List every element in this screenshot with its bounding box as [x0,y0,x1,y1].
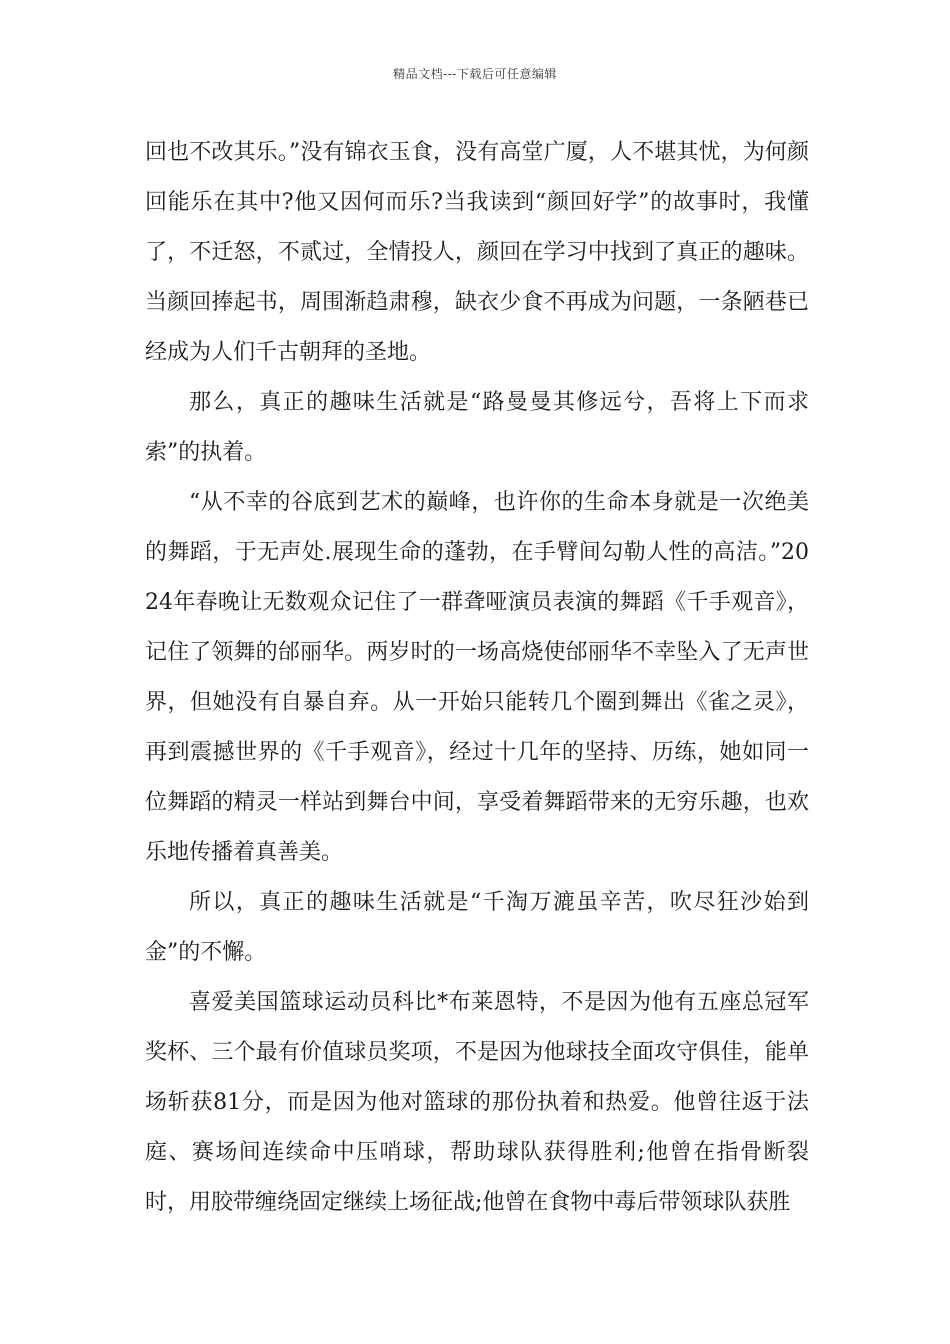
paragraph-persistence: 那么，真正的趣味生活就是“路曼曼其修远兮，吾将上下而求索”的执着。 [145,390,809,465]
paragraph-kobe-bryant: 喜爱美国篮球运动员科比*布莱恩特，不是因为他有五座总冠军奖杯、三个最有价值球员奖项，不是因为他球技全面攻守俱佳，能单场斩获81分，而是因为他对篮球的那份执着和热爱。他曾往返于法庭、赛场间连续命中压哨球，帮助球队获得胜利;他曾在指骨断裂时，用胶带缠绕固定继续上场征战;他曾在食物中毒后带领球队获胜 [145,990,809,1215]
paragraph-thousand-hand-guanyin: “从不幸的谷底到艺术的巅峰，也许你的生命本身就是一次绝美的舞蹈，于无声处.展现生命的蓬勃，在手臂间勾勒人性的高洁。”2024年春晚让无数观众记住了一群聋哑演员表演的舞蹈《千手观音》，记住了领舞的邰丽华。两岁时的一场高烧使邰丽华不幸坠入了无声世界，但她没有自暴自弃。从一开始只能转几个圈到舞出《雀之灵》，再到震撼世界的《千手观音》，经过十几年的坚持、历练，她如同一位舞蹈的精灵一样站到舞台中间，享受着舞蹈带来的无穷乐趣，也欢乐地传播着真善美。 [145,490,809,865]
paragraph-yanhui: 回也不改其乐。”没有锦衣玉食，没有高堂广厦，人不堪其忧，为何颜回能乐在其中?他又因何而乐?当我读到“颜回好学”的故事时，我懂了，不迁怒，不贰过，全情投人，颜回在学习中找到了真正的趣味。当颜回捧起书，周围渐趋肃穆，缺衣少食不再成为问题，一条陋巷已经成为人们千古朝拜的圣地。 [145,140,809,365]
document-body [145,128,809,1228]
page-header: 精品文档---下载后可任意编辑 [393,67,557,81]
paragraph-perseverance: 所以，真正的趣味生活就是“千淘万漉虽辛苦，吹尽狂沙始到金”的不懈。 [145,890,809,965]
